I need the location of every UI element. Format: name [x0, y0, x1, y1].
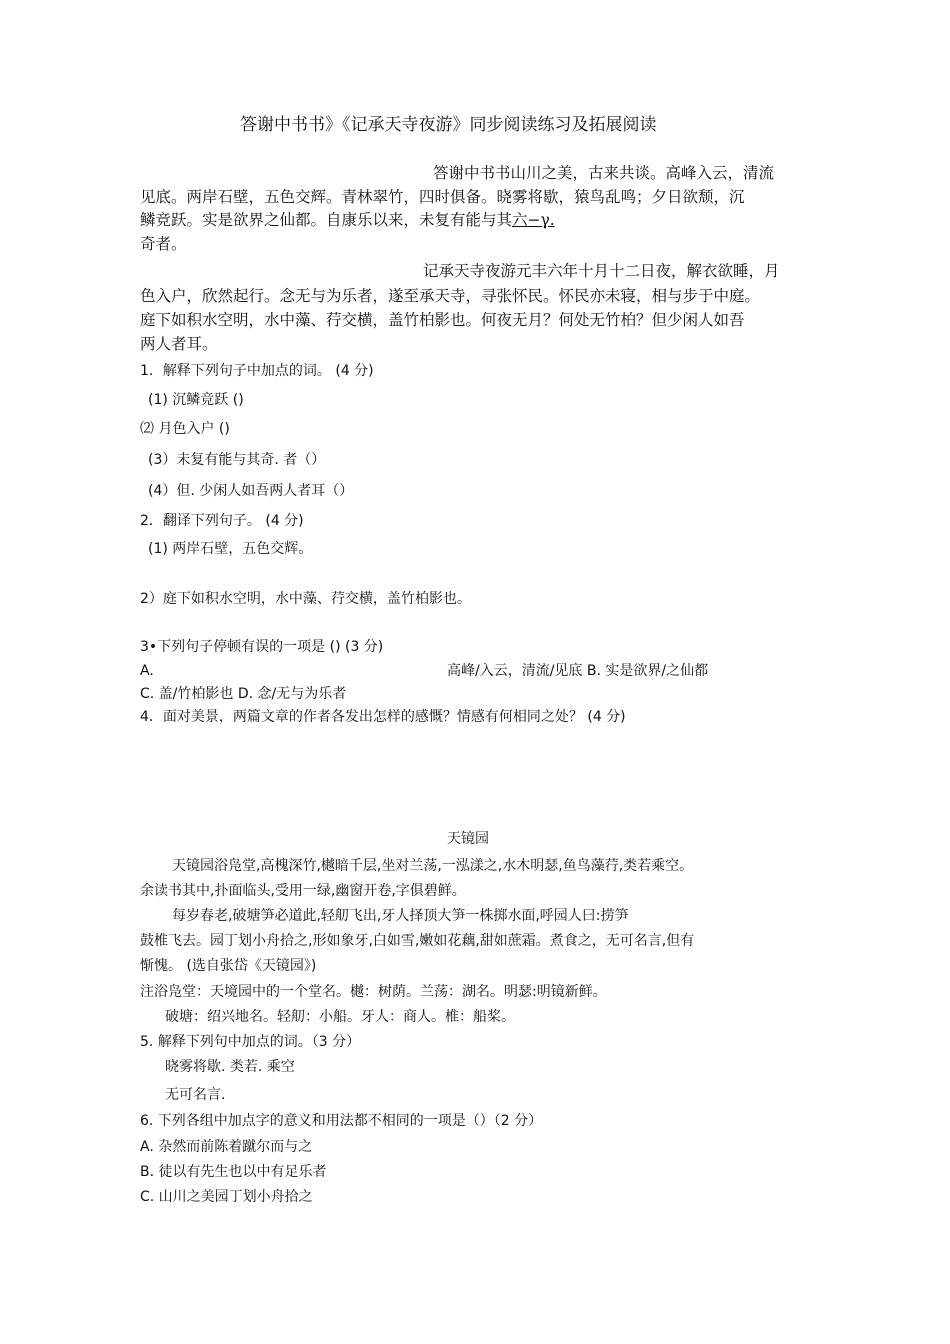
question-1-item-2: ⑵ 月色入户 (): [140, 421, 230, 437]
question-1-item-3: (3）未复有能与其奇. 者（）: [148, 452, 326, 468]
passage1-line2: 见底。两岸石壁，五色交辉。青林翠竹，四时俱备。晓雾将歇，猿鸟乱鸣；夕日欲颓，沉: [140, 188, 745, 206]
passage1-line3-text: 鳞竞跃。实是欲界之仙都。自康乐以来，未复有能与其: [140, 211, 513, 229]
question-4-stem: 4．面对美景，两篇文章的作者各发出怎样的感慨？情感有何相同之处？ (4 分): [140, 709, 626, 725]
passage3-line1: 天镜园浴凫堂,高槐深竹,樾暗千层,坐对兰荡,一泓漾之,水木明瑟,鱼鸟藻荇,类若乘空。: [172, 858, 694, 874]
passage2-line1: 记承天寺夜游元丰六年十月十二日夜，解衣欲睡，月: [423, 262, 780, 280]
question-6-stem: 6. 下列各组中加点字的意义和用法都不相同的一项是（）（2 分）: [140, 1113, 543, 1129]
passage2-line3: 庭下如积水空明，水中藻、荇交横，盖竹柏影也。何夜无月？何处无竹柏？但少闲人如吾: [140, 311, 745, 329]
question-6-option-c: C. 山川之美园丁划小舟拾之: [140, 1189, 313, 1205]
passage3-line3: 每岁春老,破塘笋必道此,轻舠飞出,牙人择顶大笋一株掷水面,呼园人曰:捞笋: [172, 908, 629, 924]
passage2-line2: 色入户，欣然起行。念无与为乐者，遂至承天寺，寻张怀民。怀民亦未寝，相与步于中庭。: [140, 287, 761, 305]
question-3-options-ab: 高峰/入云，清流/见底 B. 实是欲界/之仙都: [447, 663, 709, 679]
passage3-note-1: 注浴凫堂：天境园中的一个堂名。樾：树荫。兰荡：湖名。明瑟:明镜新鲜。: [140, 984, 607, 1000]
question-1-item-4: (4）但. 少闲人如吾两人者耳（）: [148, 483, 354, 499]
passage2-line4: 两人者耳。: [140, 335, 218, 353]
question-1-stem: 1．解释下列句子中加点的词。 (4 分): [140, 363, 374, 379]
question-2-item-1: (1) 两岸石壁，五色交辉。: [148, 541, 313, 557]
passage3-title: 天镜园: [447, 831, 489, 847]
question-3-option-a-label: A.: [140, 663, 154, 679]
question-1-item-1: (1) 沉鳞竞跃 (): [148, 392, 244, 408]
question-3-stem: 3•下列句子停顿有误的一项是 () (3 分): [140, 639, 384, 655]
passage3-line5: 惭愧。 (选自张岱《天镜园》): [140, 958, 317, 974]
question-6-option-a: A. 杂然而前陈着蹴尔而与之: [140, 1139, 313, 1155]
question-5-stem: 5. 解释下列句中加点的词。（3 分）: [140, 1034, 361, 1050]
document-title: 答谢中书书》《记承天寺夜游》同步阅读练习及拓展阅读: [240, 115, 657, 135]
question-5-item-1: 晓雾将歇. 类若. 乘空: [165, 1059, 295, 1075]
question-2-stem: 2．翻译下列句子。 (4 分): [140, 513, 304, 529]
passage1-line4: 奇者。: [140, 235, 187, 253]
passage1-underlined-phrase: 六−γ.: [512, 211, 555, 229]
passage1-line3: [140, 210, 555, 230]
question-2-item-2: 2）庭下如积水空明，水中藻、荇交横，盖竹柏影也。: [140, 591, 471, 607]
question-6-option-b: B. 徒以有先生也以中有足乐者: [140, 1164, 327, 1180]
question-3-options-cd: C. 盖/竹柏影也 D. 念/无与为乐者: [140, 686, 347, 702]
question-5-item-2: 无可名言.: [165, 1087, 226, 1103]
passage3-line4: 鼓椎飞去。园丁划小舟拾之,形如象牙,白如雪,嫩如花藕,甜如蔗霜。煮食之，无可名言,但有: [140, 933, 695, 949]
passage3-note-2: 破塘：绍兴地名。轻舠：小船。牙人：商人。椎：船桨。: [165, 1009, 515, 1025]
passage3-line2: 余读书其中,扑面临头,受用一绿,幽窗开卷,字俱碧鲜。: [140, 883, 466, 899]
passage1-line1: 答谢中书书山川之美，古来共谈。高峰入云，清流: [433, 164, 775, 182]
